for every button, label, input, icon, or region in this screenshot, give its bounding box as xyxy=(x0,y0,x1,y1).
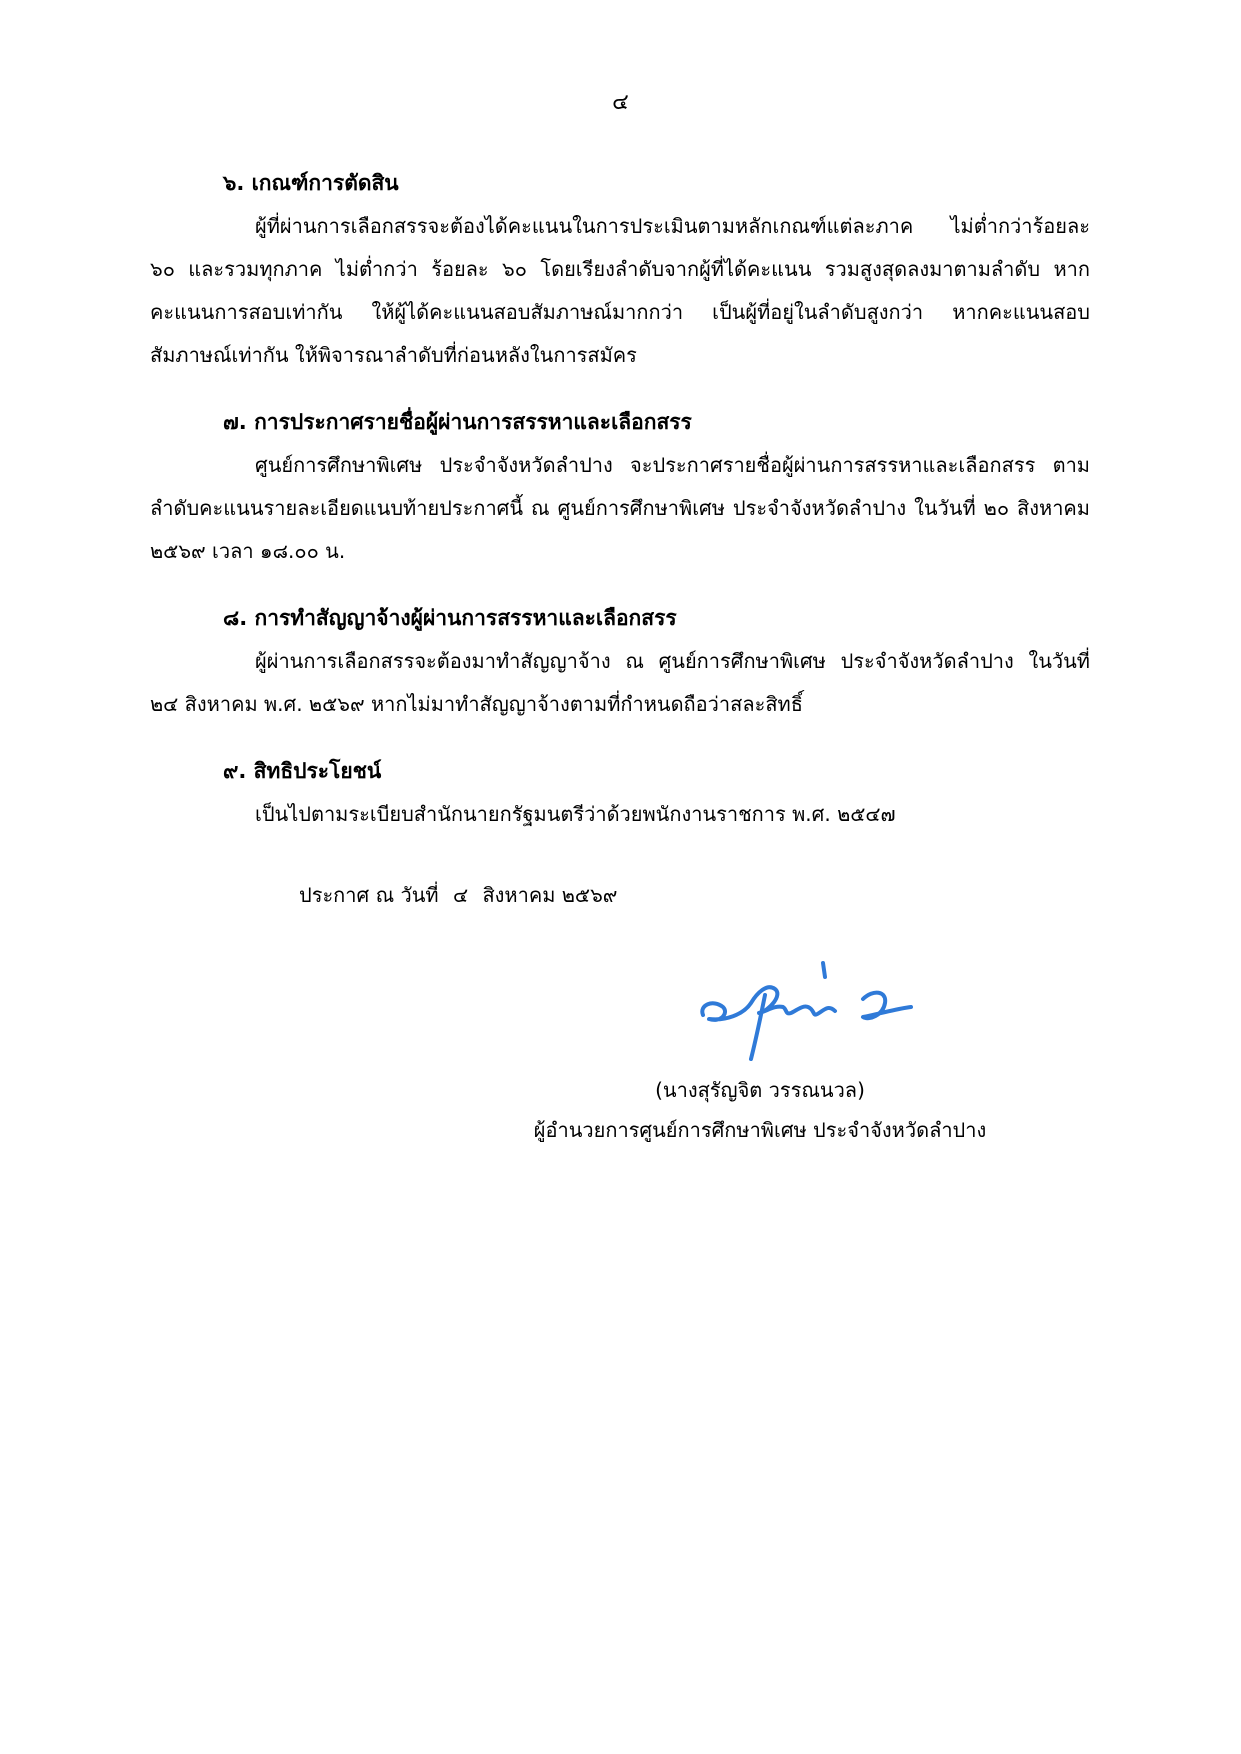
section-heading: ๖. เกณฑ์การตัดสิน xyxy=(223,171,399,195)
section-heading: ๘. การทำสัญญาจ้างผู้ผ่านการสรรหาและเลือกสรร xyxy=(223,606,677,630)
section-body: ผู้ผ่านการเลือกสรรจะต้องมาทำสัญญาจ้าง ณ ศูนย์การศึกษาพิเศษ ประจำจังหวัดลำปาง ในวันที่ ๒๔ สิงหาคม พ.ศ. ๒๕๖๙ หากไม่มาทำสัญญาจ้างตามที่กำหนดถือว่าสละสิทธิ์ xyxy=(150,649,1090,716)
section-body: ศูนย์การศึกษาพิเศษ ประจำจังหวัดลำปาง จะประกาศรายชื่อผู้ผ่านการสรรหาและเลือกสรร ตามลำดับคะแนนรายละเอียดแนบท้ายประกาศนี้ ณ ศูนย์การศึกษาพิเศษ ประจำจังหวัดลำปาง ในวันที่ ๒๐ สิงหาคม ๒๕๖๙ เวลา ๑๘.๐๐ น. xyxy=(150,453,1090,563)
announcement-day: ๔ xyxy=(452,883,469,907)
announcement-date xyxy=(299,880,625,910)
signer-title: ผู้อำนวยการศูนย์การศึกษาพิเศษ ประจำจังหวัดลำปาง xyxy=(533,1118,987,1142)
document-body xyxy=(150,162,1090,860)
section-criteria xyxy=(150,162,1090,377)
signer-name: (นางสุรัญจิต วรรณนวล) xyxy=(655,1078,865,1102)
section-body: ผู้ที่ผ่านการเลือกสรรจะต้องได้คะแนนในการประเมินตามหลักเกณฑ์แต่ละภาค ไม่ต่ำกว่าร้อยละ ๖๐ และรวมทุกภาค ไม่ต่ำกว่า ร้อยละ ๖๐ โดยเรียงลำดับจากผู้ที่ได้คะแนน รวมสูงสุดลงมาตามลำดับ หากคะแนนการสอบเท่ากัน ให้ผู้ได้คะแนนสอบสัมภาษณ์มากกว่า เป็นผู้ที่อยู่ในลำดับสูงกว่า หากคะแนนสอบสัมภาษณ์เท่ากัน ให้พิจารณาลำดับที่ก่อนหลังในการสมัคร xyxy=(150,214,1090,367)
section-contract xyxy=(150,597,1090,726)
section-body: เป็นไปตามระเบียบสำนักนายกรัฐมนตรีว่าด้วยพนักงานราชการ พ.ศ. ๒๕๔๗ xyxy=(255,802,896,826)
signature-stroke xyxy=(751,995,765,1059)
section-benefits xyxy=(150,750,1090,836)
announcement-prefix: ประกาศ ณ วันที่ xyxy=(299,883,439,907)
signature-stroke xyxy=(823,963,825,977)
signature-image xyxy=(695,955,925,1065)
signature-stroke xyxy=(702,987,835,1020)
section-heading: ๗. การประกาศรายชื่อผู้ผ่านการสรรหาและเลือกสรร xyxy=(223,410,692,434)
announcement-month-year: สิงหาคม ๒๕๖๙ xyxy=(482,883,618,907)
section-announcement xyxy=(150,401,1090,573)
page-number: ๔ xyxy=(612,90,629,115)
signature-stroke xyxy=(863,993,911,1019)
section-heading: ๙. สิทธิประโยชน์ xyxy=(223,759,382,783)
